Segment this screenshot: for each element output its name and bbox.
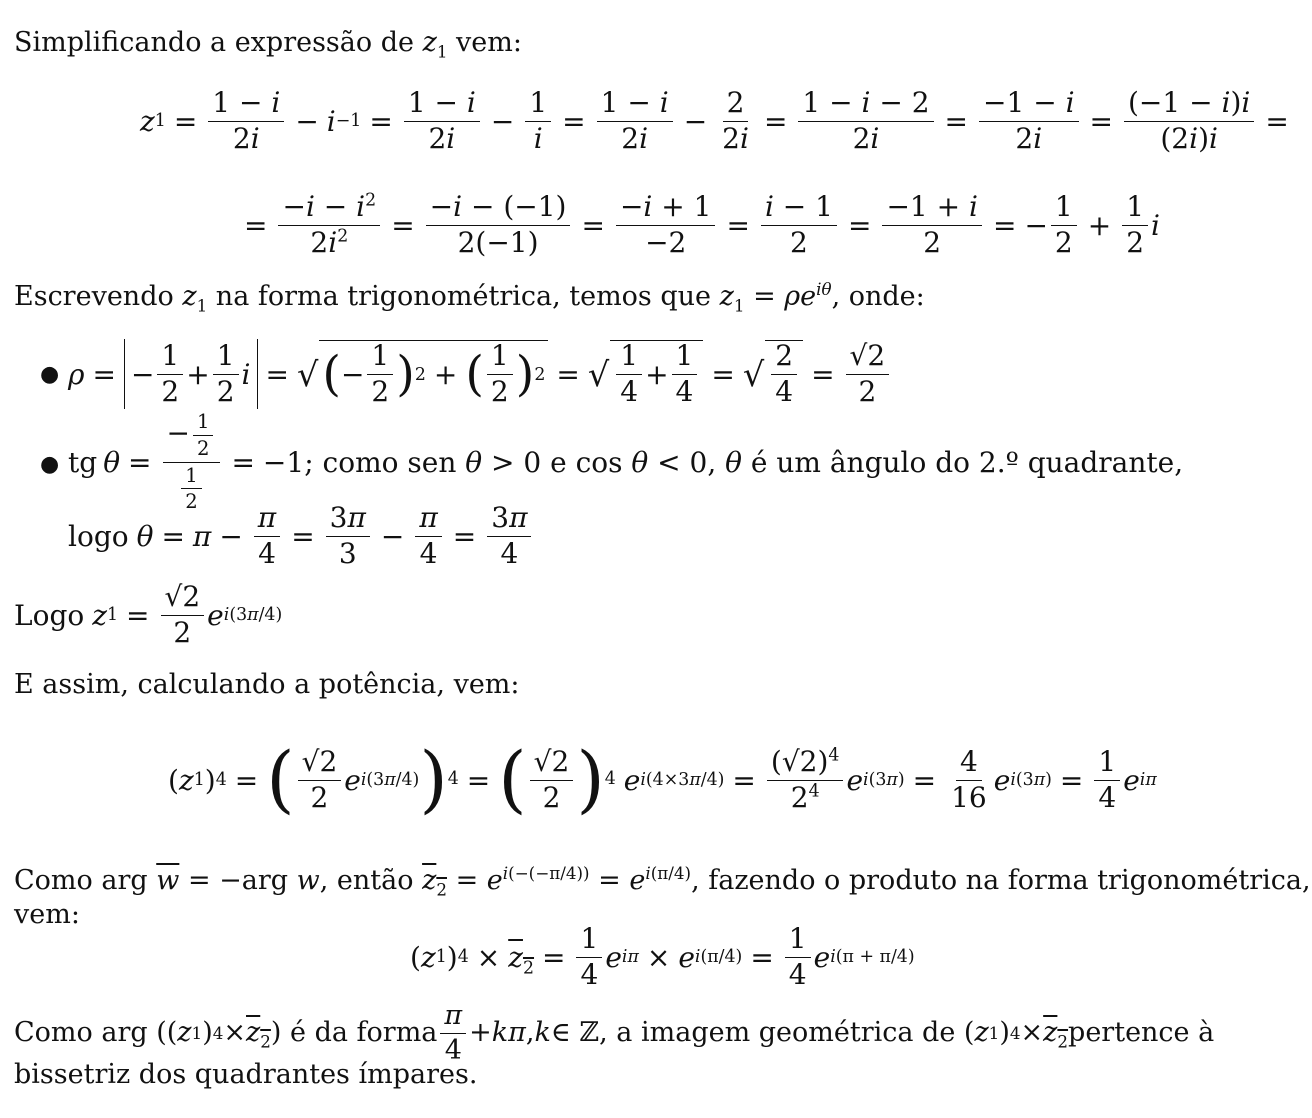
bullet-tg: tg θ = − $\frac{1}{2}$ $\frac{1}{2}$ = −1; como sen θ > 0 e cos θ < 0, θ é um ângulo do 2.º quadrante, [68,410,1184,514]
bullet-dot: ● [40,362,60,387]
logo-z1: Logo z 1 = $\frac{√2}{2}$ e i(3π/4) [14,579,283,649]
final-text-line-2: bissetriz dos quadrantes ímpares. [14,1059,478,1090]
equation-simplify-2: = $\frac{-i - i^2}{2i^2}$ = $\frac{-i - (-1)}{2(-1)}$ = $\frac{-i + 1}{-2}$ = $\frac{i - 1}{2}$ = $\frac{-1 + i}{2}$ = − $\frac{1}{2}$ + $\frac{1}{2}$ i [244,189,1160,259]
logo-theta: logo θ = π − $\frac{\pi}{4}$ = $\frac{3\pi}{3}$ − $\frac{\pi}{4}$ = $\frac{3\pi}{4}$ [68,503,534,569]
equation-product: ( z 1 ) 4 × $z_2$ = $\frac{1}{4}$ e iπ × e i(π/4) = $\frac{1}{4}$ e i(π + π/4) [410,921,915,991]
final-text-line-1: Como arg (( z 1 ) 4 × $z_2$ ) é da forma $\frac{\pi}{4}$ + kπ , k ∈ ℤ, a imagem geométrica de ( z 1 ) 4 × $z_2$ pertence à [14,999,1215,1066]
equation-simplify-1: z 1 = $\frac{1 - i}{2i}$ − i −1 = $\frac{1 - i}{2i}$ − $\frac{1}{i}$ = $\frac{1 - i}{2i}$ − $\frac{2}{2i}$ = $\frac{1 - i - 2}{2i}$ = $\frac{-1 - i}{2i}$ = $\frac{(-1 - i)i}{(2i)i}$ = [140,85,1289,155]
conj-text-line-1: Como arg $\overline{w} = -arg$ w, então $z_2 = e^{i(-(-\pi/4))} = e^{i(\pi/4)}$, fazendo o produto na forma trigonométrica, [14,863,1311,900]
bullet-dot: ● [40,452,60,477]
trig-intro-text: Escrevendo $z_1$ na forma trigonométrica, temos que $z_1 = \rho e^{i\theta}$, onde: [14,279,925,316]
equation-power: ( z 1 ) 4 = ( $\frac{√2}{2}$ e i(3π/4) ) 4 = ( $\frac{√2}{2}$ ) 4 e i(4×3π/4) = $\frac{(√2)^4}{2^4}$ e i(3π) = $\frac{4}{16}$ e i(3π) = $\frac{1}{4}$ e iπ [168,737,1157,822]
intro-text [14,26,522,60]
power-intro-text: E assim, calculando a potência, vem: [14,669,520,700]
bullet-rho: ρ = − $\frac{1}{2}$ + $\frac{1}{2}$ i = √ ( − $\frac{1}{2}$ ) 2 + ( $\frac{1}{2}$ ) 2 = √ $\frac{1}{4}$ + $\frac{1}{4}$ = √ $\frac{2}{4}$ = $\frac{√2}{2}$ [68,332,892,416]
conj-text-line-2: vem: [14,899,80,930]
intro-visual: Simplificando a expressão de $z_1$ vem: [14,27,522,62]
